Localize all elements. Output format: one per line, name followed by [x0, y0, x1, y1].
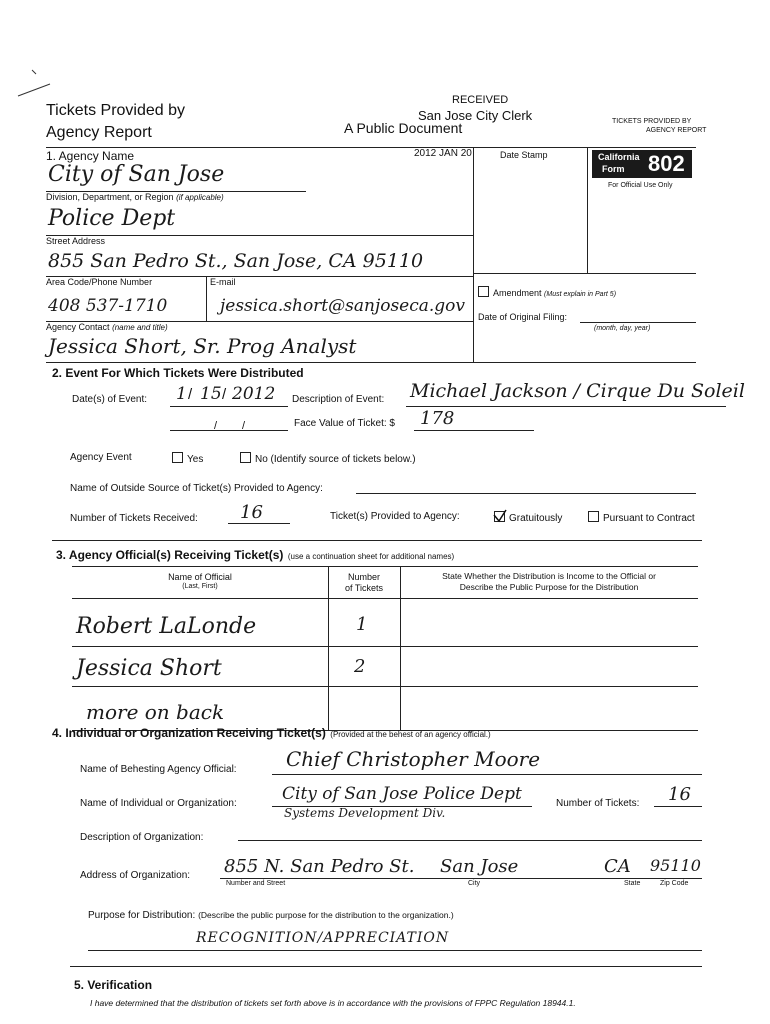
org-value: City of San Jose Police Dept	[282, 784, 522, 804]
amendment-field[interactable]	[478, 286, 616, 298]
table-row-tickets: 2	[354, 656, 366, 677]
division-value: Police Dept	[48, 206, 176, 231]
date-sep-3: /	[214, 420, 218, 432]
yes-checkbox[interactable]	[172, 452, 183, 463]
table-row-name: Jessica Short	[76, 656, 222, 681]
section4-heading-note: (Provided at the behest of an agency official.)	[330, 730, 491, 739]
address-city-value: San Jose	[440, 856, 519, 877]
section3-heading: 3. Agency Official(s) Receiving Ticket(s)	[56, 548, 284, 562]
street-label: Street Address	[46, 236, 106, 246]
col-purpose-header-1: State Whether the Distribution is Income to the Official or	[442, 571, 656, 581]
agency-event-yes[interactable]	[172, 452, 203, 465]
amendment-label: Amendment	[493, 288, 542, 298]
event-date-month: 1	[176, 384, 187, 404]
street-value: 855 San Pedro St., San Jose, CA 95110	[48, 250, 424, 272]
col-name-sub: (Last, First)	[182, 583, 218, 590]
event-description-label: Description of Event:	[292, 394, 385, 405]
event-date-year: 2012	[232, 384, 276, 404]
org-label: Name of Individual or Organization:	[80, 798, 237, 809]
phone-label: Area Code/Phone Number	[46, 277, 153, 287]
face-value-value: 178	[420, 408, 455, 429]
provided-label: Ticket(s) Provided to Agency:	[330, 511, 460, 522]
amendment-checkbox[interactable]	[478, 286, 489, 297]
event-description-value: Michael Jackson / Cirque Du Soleil	[410, 380, 745, 402]
contact-note: (name and title)	[112, 323, 168, 332]
public-document-label: A Public Document	[344, 120, 463, 136]
tickets-received-value: 16	[240, 502, 263, 523]
col-number-header: Number	[347, 572, 380, 582]
behesting-value: Chief Christopher Moore	[286, 747, 541, 771]
address-label: Address of Organization:	[80, 870, 191, 881]
org-description-label: Description of Organization:	[80, 832, 204, 843]
table-row-name: more on back	[86, 700, 225, 724]
pursuant-checkbox[interactable]	[588, 511, 599, 522]
num-tickets-value: 16	[668, 784, 691, 805]
email-value: jessica.short@sanjoseca.gov	[220, 296, 466, 316]
side-note-line2: AGENCY REPORT	[646, 127, 707, 134]
tickets-received-label: Number of Tickets Received:	[70, 513, 198, 524]
col-number-sub: of Tickets	[344, 583, 383, 593]
division-label	[46, 192, 224, 202]
address-street-value: 855 N. San Pedro St.	[224, 856, 415, 877]
event-date-day: 15	[200, 384, 222, 404]
date-stamp: 2012 JAN 20	[414, 148, 472, 159]
no-label: No (Identify source of tickets below.)	[255, 454, 416, 465]
amendment-note: (Must explain in Part 5)	[544, 291, 617, 298]
section3-heading-note: (use a continuation sheet for additional names)	[287, 552, 455, 561]
section4-heading: 4. Individual or Organization Receiving Ticket(s)	[52, 726, 326, 740]
section5-heading: 5. Verification	[74, 978, 153, 992]
address-state-value: CA	[604, 856, 631, 877]
date-sep-2: /	[222, 386, 227, 403]
email-label: E-mail	[210, 277, 236, 287]
form-word-label: Form	[602, 164, 625, 174]
form-title-line1: Tickets Provided by	[46, 102, 186, 119]
address-zip-sub: Zip Code	[660, 880, 689, 887]
face-value-label: Face Value of Ticket: $	[294, 418, 395, 429]
outside-source-label: Name of Outside Source of Ticket(s) Provided to Agency:	[70, 483, 323, 494]
verification-text: I have determined that the distribution of tickets set forth above is in accordance with the provisions of FPPC Regulation 18944.1.	[90, 998, 576, 1008]
yes-label: Yes	[187, 454, 204, 465]
form-state-label: California	[598, 152, 640, 162]
agency-event-no[interactable]	[240, 452, 416, 465]
gratuitously-checkbox[interactable]	[494, 511, 505, 522]
purpose-label: Purpose for Distribution:	[88, 910, 196, 921]
section1-heading: 1. Agency Name	[46, 149, 135, 163]
purpose-row	[88, 910, 454, 921]
address-zip-value: 95110	[650, 856, 701, 875]
agency-event-label: Agency Event	[70, 452, 132, 463]
agency-name-value: City of San Jose	[48, 162, 225, 187]
date-sep-1: /	[188, 386, 193, 403]
address-street-sub: Number and Street	[226, 880, 286, 887]
event-dates-label: Date(s) of Event:	[72, 394, 148, 405]
pursuant-option[interactable]	[588, 511, 695, 524]
pursuant-label: Pursuant to Contract	[603, 513, 695, 524]
contact-label	[46, 322, 168, 332]
gratuitously-option[interactable]	[494, 511, 562, 524]
no-checkbox[interactable]	[240, 452, 251, 463]
address-state-sub: State	[624, 880, 641, 887]
num-tickets-label: Number of Tickets:	[556, 798, 640, 809]
form-802-badge	[592, 150, 692, 178]
side-note-line1: TICKETS PROVIDED BY	[612, 118, 692, 125]
behesting-label: Name of Behesting Agency Official:	[80, 764, 237, 775]
form-title-line2: Agency Report	[46, 124, 152, 141]
received-stamp: RECEIVED	[452, 94, 509, 106]
date-sep-4: /	[242, 420, 246, 432]
form-number: 802	[648, 151, 685, 176]
col-purpose-header-2: Describe the Public Purpose for the Distribution	[459, 582, 639, 592]
original-filing-label: Date of Original Filing:	[478, 312, 568, 322]
division-note: (if applicable)	[176, 193, 224, 202]
section2-heading: 2. Event For Which Tickets Were Distributed	[52, 366, 304, 380]
purpose-note: (Describe the public purpose for the distribution to the organization.)	[198, 910, 454, 920]
contact-label-text: Agency Contact	[46, 322, 110, 332]
date-stamp-label: Date Stamp	[500, 150, 548, 160]
division-label-text: Division, Department, or Region	[46, 192, 174, 202]
org-sub-value: Systems Development Div.	[284, 806, 446, 820]
pen-mark-icon	[14, 60, 54, 100]
col-name-header: Name of Official	[168, 572, 232, 582]
official-use-label: For Official Use Only	[608, 182, 673, 189]
address-city-sub: City	[468, 880, 481, 887]
section4-heading-row	[52, 724, 491, 742]
phone-value: 408 537-1710	[48, 296, 168, 316]
table-row-tickets: 1	[356, 614, 368, 635]
clerk-stamp: San Jose City Clerk	[418, 108, 533, 123]
gratuitously-label: Gratuitously	[509, 513, 563, 524]
purpose-value: RECOGNITION/APPRECIATION	[196, 930, 450, 946]
section3-heading-row	[56, 546, 454, 564]
contact-value: Jessica Short, Sr. Prog Analyst	[48, 334, 357, 358]
table-row-name: Robert LaLonde	[76, 614, 257, 639]
original-filing-note: (month, day, year)	[594, 325, 651, 332]
